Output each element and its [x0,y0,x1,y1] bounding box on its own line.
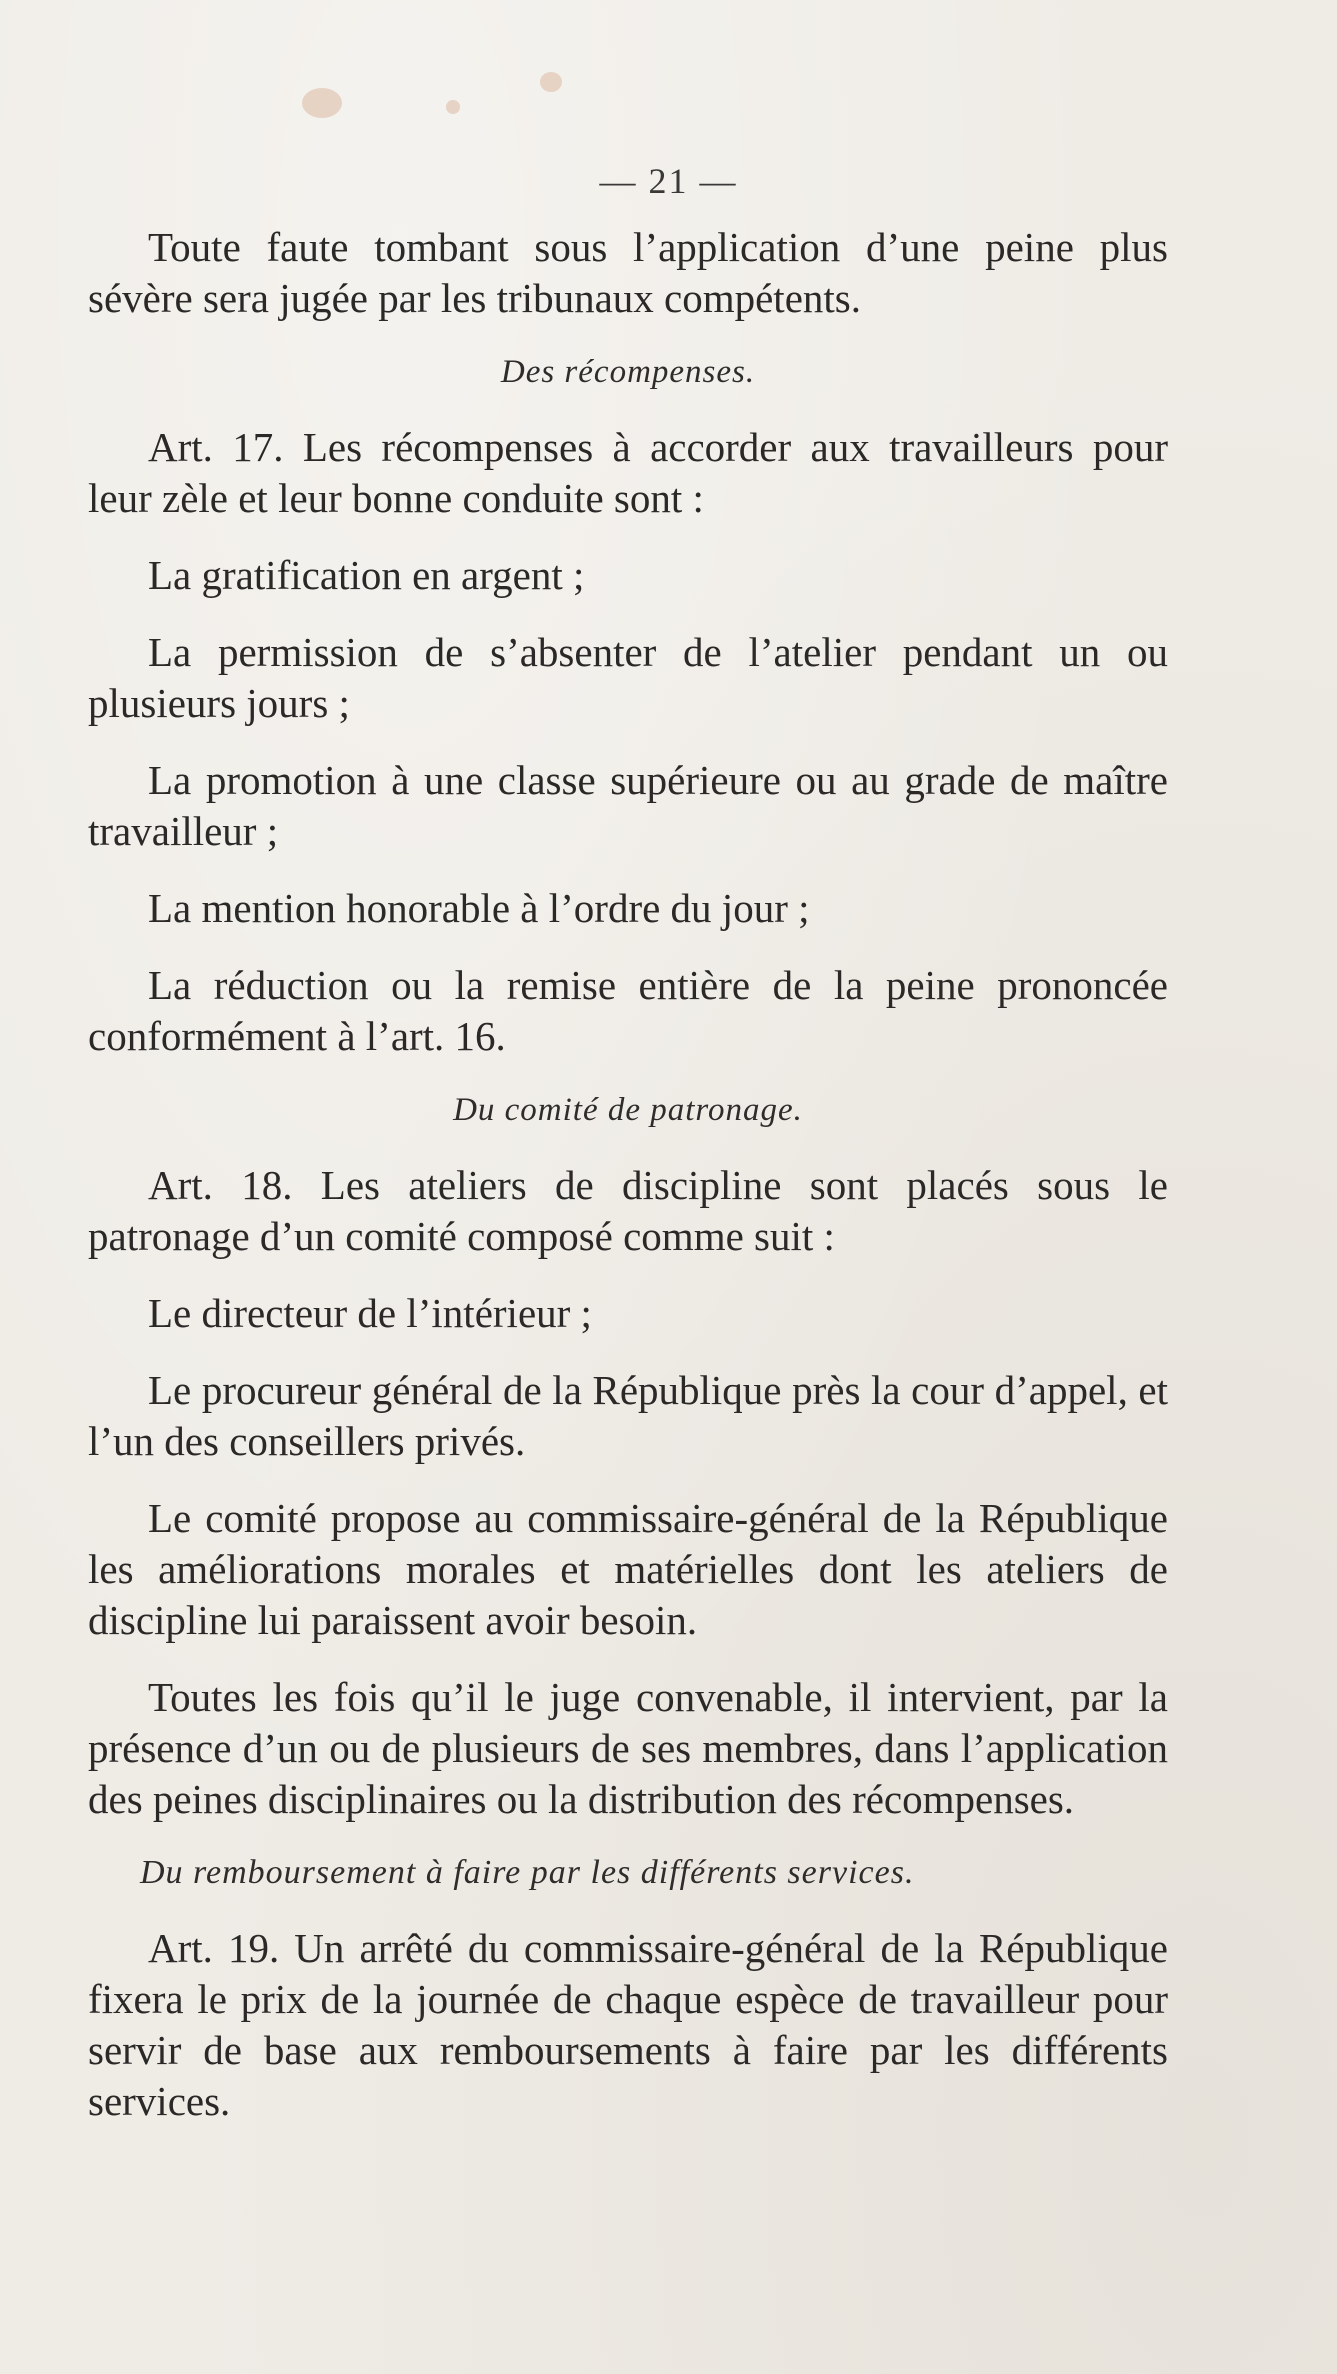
article-19-lead: Art. 19. Un arrêté du commissaire-général de la République fixera le prix de la journée de chaque espèce de travailleur pour servir de base aux remboursements à faire par les différents services. [88,1925,1168,2124]
stain-mark [302,88,342,118]
article-17-item: La permission de s’absenter de l’atelier pendant un ou plusieurs jours ; [88,629,1168,726]
text-body [88,222,1168,2153]
article-18-item: Toutes les fois qu’il le juge convenable, il intervient, par la présence d’un ou de plusieurs de ses membres, dans l’application des peines disciplinaires ou la distribution des récompenses. [88,1674,1168,1822]
article-17-item: La gratification en argent ; [148,552,585,598]
article-17-item: La mention honorable à l’ordre du jour ; [148,885,810,931]
article-18-item: Le comité propose au commissaire-général de la République les améliorations morales et matérielles dont les ateliers de discipline lui paraissent avoir besoin. [88,1495,1168,1643]
stain-mark [446,100,460,114]
article-17-item: La réduction ou la remise entière de la peine prononcée conformément à l’art. 16. [88,962,1168,1059]
article-18-item: Le directeur de l’intérieur ; [148,1290,592,1336]
section-heading-recompenses: Des récompenses. [500,354,756,390]
paragraph-penalty-note: Toute faute tombant sous l’application d’une peine plus sévère sera jugée par les tribunaux compétents. [88,224,1168,321]
section-heading-remboursement: Du remboursement à faire par les différents services. [140,1854,915,1891]
article-17-lead: Art. 17. Les récompenses à accorder aux travailleurs pour leur zèle et leur bonne conduite sont : [88,424,1168,521]
stain-mark [540,72,562,92]
page-number: — 21 — [599,161,738,201]
article-18-item: Le procureur général de la République près la cour d’appel, et l’un des conseillers privés. [88,1367,1168,1464]
section-heading-comite: Du comité de patronage. [453,1092,803,1128]
article-18-lead: Art. 18. Les ateliers de discipline sont placés sous le patronage d’un comité composé comme suit : [88,1162,1168,1259]
article-17-item: La promotion à une classe supérieure ou au grade de maître travailleur ; [88,757,1168,854]
